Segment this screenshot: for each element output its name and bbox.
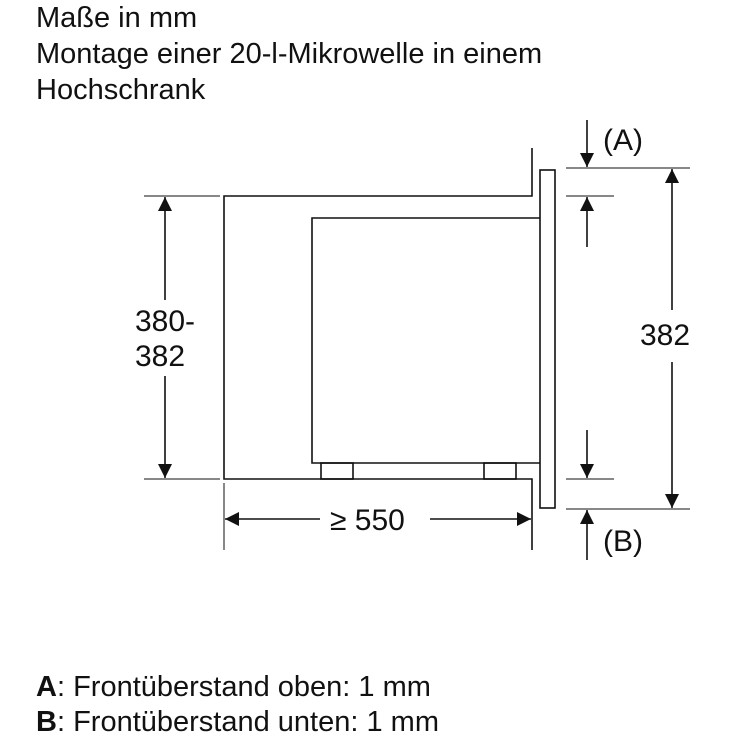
legend-text-b: : Frontüberstand unten: 1 mm bbox=[56, 706, 439, 738]
overhang-b-label: (B) bbox=[603, 525, 643, 558]
cabinet-height-label-bottom: 382 bbox=[135, 340, 186, 373]
legend bbox=[36, 670, 439, 740]
legend-item-b bbox=[36, 705, 439, 740]
appliance-height-label: 382 bbox=[640, 319, 691, 352]
units-label: Maße in mm bbox=[36, 2, 198, 34]
microwave-front-panel bbox=[540, 170, 555, 508]
legend-key-b: B bbox=[36, 706, 57, 738]
cabinet-height-label-top: 380- bbox=[135, 305, 196, 338]
legend-key-a: A bbox=[36, 671, 57, 703]
title-line-1: Montage einer 20-l-Mikrowelle in einem bbox=[36, 38, 543, 70]
cabinet-niche-outline bbox=[224, 148, 532, 550]
legend-text-a: : Frontüberstand oben: 1 mm bbox=[56, 671, 431, 703]
microwave-body bbox=[312, 218, 540, 463]
depth-label: ≥ 550 bbox=[330, 504, 405, 537]
microwave-foot-right bbox=[484, 463, 516, 479]
legend-item-a bbox=[36, 670, 439, 705]
overhang-a-label: (A) bbox=[603, 124, 643, 157]
microwave-foot-left bbox=[321, 463, 353, 479]
title-line-2: Hochschrank bbox=[36, 74, 206, 106]
